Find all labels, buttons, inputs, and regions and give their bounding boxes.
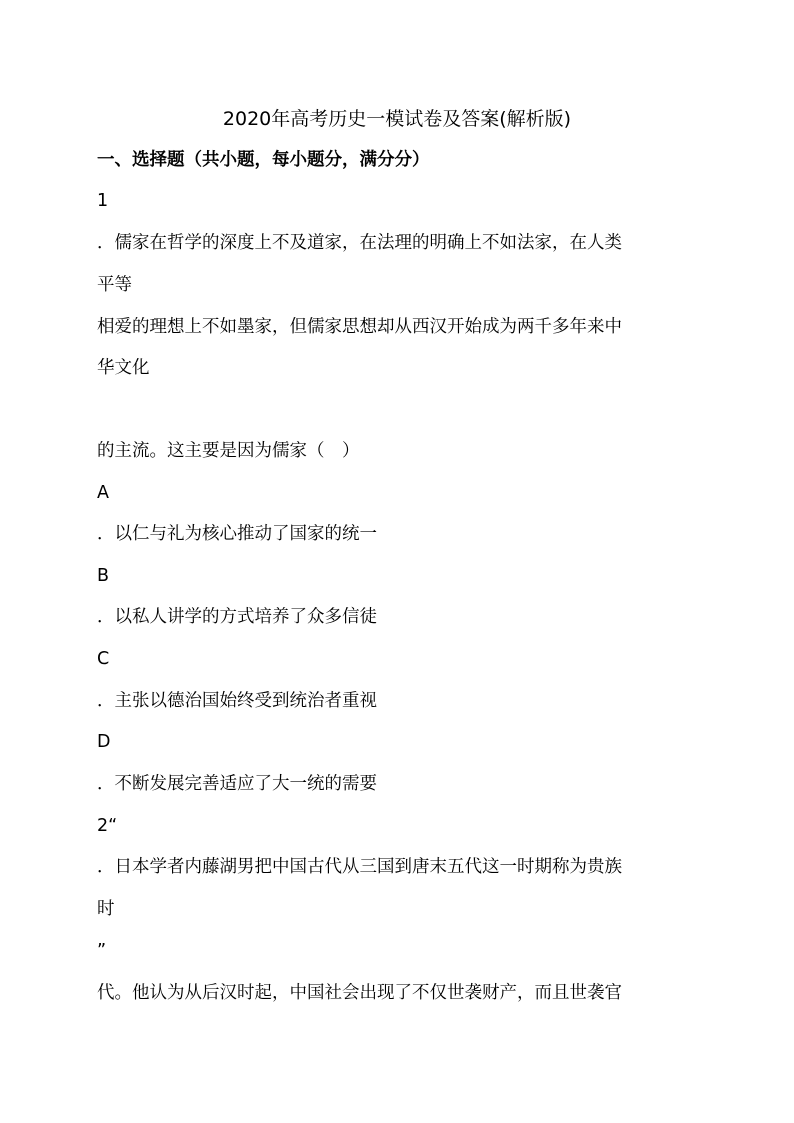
option-a-letter: A: [97, 483, 109, 503]
question-1-number: 1: [97, 191, 109, 211]
option-c-text: ．主张以德治国始终受到统治者重视: [97, 691, 377, 711]
question-2-number: 2“: [97, 816, 118, 836]
question-1-stem-line: ．儒家在哲学的深度上不及道家，在法理的明确上不如法家，在人类: [97, 233, 622, 253]
option-c-letter: C: [97, 649, 110, 669]
question-1-stem-line: 华文化: [97, 358, 150, 378]
option-d-letter: D: [97, 732, 111, 752]
option-d-text: ．不断发展完善适应了大一统的需要: [97, 774, 377, 794]
question-1-stem-line: 的主流。这主要是因为儒家（ ）: [97, 441, 360, 461]
question-1-stem-line: 相爱的理想上不如墨家，但儒家思想却从西汉开始成为两千多年来中: [97, 317, 622, 337]
question-1-stem-line: 平等: [97, 275, 132, 295]
section-heading: 一、选择题（共小题，每小题分，满分分）: [97, 150, 430, 170]
question-2-stem-line: 代。他认为从后汉时起，中国社会出现了不仅世袭财产，而且世袭官: [97, 983, 622, 1003]
question-2-stem-line: 时: [97, 899, 115, 919]
page-title: 2020年高考历史一模试卷及答案(解析版): [222, 108, 572, 130]
option-a-text: ．以仁与礼为核心推动了国家的统一: [97, 524, 377, 544]
option-b-text: ．以私人讲学的方式培养了众多信徒: [97, 607, 377, 627]
question-2-stem-line: ”: [97, 941, 107, 961]
option-b-letter: B: [97, 566, 110, 586]
question-2-stem-line: ．日本学者内藤湖男把中国古代从三国到唐末五代这一时期称为贵族: [97, 857, 622, 877]
